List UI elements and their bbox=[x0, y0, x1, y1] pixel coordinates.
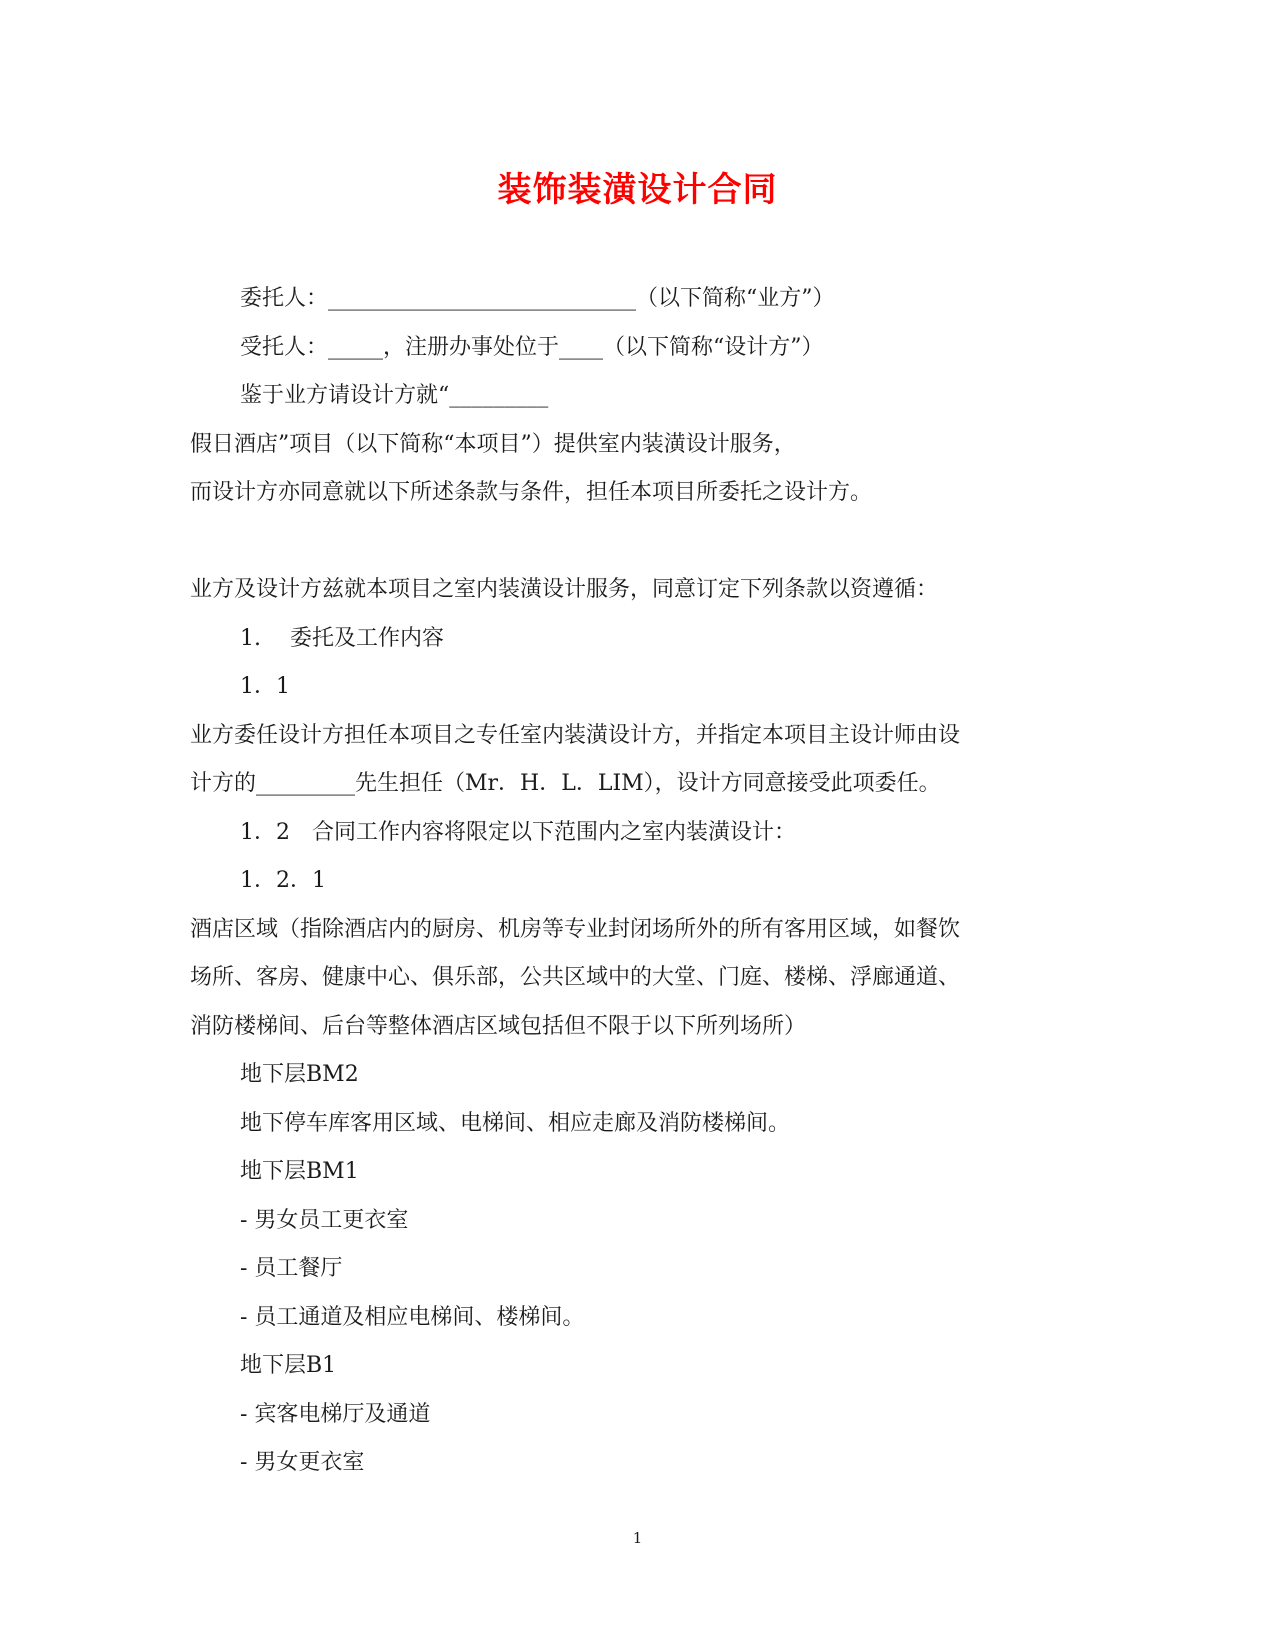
clause-whereas: 鉴于业方请设计方就“_________ bbox=[240, 383, 549, 408]
document-body bbox=[190, 275, 1070, 1488]
paragraph-line: 酒店区域（指除酒店内的厨房、机房等专业封闭场所外的所有客用区域，如餐饮 bbox=[190, 916, 961, 942]
paragraph-line: 而设计方亦同意就以下所述条款与条件，担任本项目所委托之设计方。 bbox=[190, 480, 873, 505]
clause-number: 1．2．1 bbox=[240, 868, 326, 893]
clause-principal: 委托人：____________________________（以下简称“业方”） bbox=[240, 286, 835, 311]
paragraph-line: 计方的_________先生担任（Mr．H．L．LIM），设计方同意接受此项委任。 bbox=[190, 771, 941, 796]
paragraph-line: 假日酒店”项目（以下简称“本项目”）提供室内装潢设计服务， bbox=[190, 431, 796, 457]
floor-heading: 地下层BM1 bbox=[240, 1159, 359, 1184]
clause-number: 1．1 bbox=[240, 674, 290, 699]
paragraph-line: 场所、客房、健康中心、俱乐部，公共区域中的大堂、门庭、楼梯、浮廊通道、 bbox=[190, 965, 961, 990]
list-item: - 男女员工更衣室 bbox=[240, 1207, 409, 1233]
paragraph-line: 业方及设计方兹就本项目之室内装潢设计服务，同意订定下列条款以资遵循： bbox=[190, 577, 939, 602]
clause-agent: 受托人：_____，注册办事处位于____（以下简称“设计方”） bbox=[240, 334, 824, 360]
paragraph-line: 业方委任设计方担任本项目之专任室内装潢设计方，并指定本项目主设计师由设 bbox=[190, 722, 961, 748]
list-item: - 员工餐厅 bbox=[240, 1256, 343, 1281]
document-title: 装饰装潢设计合同 bbox=[497, 170, 778, 210]
clause-heading: 1．2 合同工作内容将限定以下范围内之室内装潢设计： bbox=[240, 819, 796, 845]
section-heading: 1. 委托及工作内容 bbox=[240, 625, 444, 651]
paragraph-spacer bbox=[190, 518, 1070, 567]
page-number: 1 bbox=[632, 1529, 643, 1547]
floor-description: 地下停车库客用区域、电梯间、相应走廊及消防楼梯间。 bbox=[240, 1110, 791, 1136]
list-item: - 宾客电梯厅及通道 bbox=[240, 1401, 431, 1427]
paragraph-line: 消防楼梯间、后台等整体酒店区域包括但不限于以下所列场所） bbox=[190, 1013, 807, 1039]
floor-heading: 地下层BM2 bbox=[240, 1062, 359, 1087]
floor-heading: 地下层B1 bbox=[240, 1353, 337, 1378]
list-item: - 男女更衣室 bbox=[240, 1450, 365, 1475]
list-item: - 员工通道及相应电梯间、楼梯间。 bbox=[240, 1304, 585, 1330]
